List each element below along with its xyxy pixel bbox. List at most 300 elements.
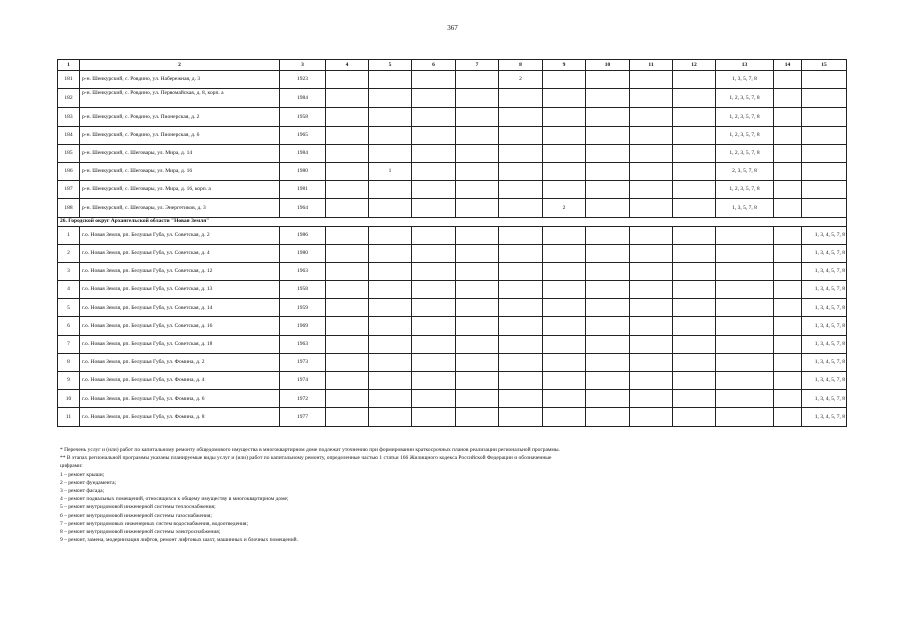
work-types-cell: 1, 3, 5, 7, 8 [716,199,774,217]
value-cell [499,353,543,371]
value-cell [456,108,499,126]
value-cell [369,335,412,353]
year-cell: 1980 [280,244,326,262]
row-number-cell: 183 [58,108,80,126]
value-cell [586,299,630,317]
value-cell [774,108,802,126]
section-row [58,217,847,226]
work-types-cell [716,408,774,426]
value-cell [630,299,673,317]
footnote-line: 6 – ремонт внутридомовой инженерной системы газоснабжения; [60,512,212,519]
value-cell [412,108,456,126]
value-cell [673,408,716,426]
address-cell: г.о. Новая Земля, рп. Белушья Губа, ул. Фомина, д. 2 [80,353,280,371]
value-cell [543,144,586,162]
value-cell [630,335,673,353]
column-header: 13 [716,60,774,71]
work-types-cell: 1, 2, 3, 5, 7, 8 [716,108,774,126]
value-cell [412,317,456,335]
table-row [58,408,847,426]
row-number-cell: 8 [58,353,80,371]
value-cell [673,144,716,162]
value-cell [456,299,499,317]
value-cell [326,162,369,180]
table-row [58,89,847,108]
value-cell [326,335,369,353]
value-cell [543,226,586,244]
value-cell [586,262,630,280]
value-cell [412,199,456,217]
value-cell [499,281,543,299]
table-row [58,126,847,144]
value-cell [774,390,802,408]
address-cell: г.о. Новая Земля, рп. Белушья Губа, ул. Фомина, д. 6 [80,390,280,408]
value-cell [412,335,456,353]
column-header: 4 [326,60,369,71]
work-types-cell: 1, 3, 4, 5, 7, 8 [802,372,847,390]
value-cell [543,390,586,408]
row-number-cell: 184 [58,126,80,144]
work-types-cell [802,108,847,126]
value-cell [499,317,543,335]
column-header: 15 [802,60,847,71]
work-types-cell: 1, 3, 5, 7, 8 [716,71,774,89]
work-types-cell [716,244,774,262]
value-cell [673,181,716,199]
row-number-cell: 2 [58,244,80,262]
value-cell [673,299,716,317]
value-cell [774,408,802,426]
footnote-line: * Перечень услуг и (или) работ по капитальному ремонту общедомового имущества в многоквартирном доме подлежат уточнению при формировании краткосрочных планов реализации региональной программы. [60,447,560,453]
year-cell: 1974 [280,372,326,390]
value-cell [774,262,802,280]
value-cell [412,144,456,162]
value-cell [326,390,369,408]
work-types-cell: 1, 3, 4, 5, 7, 8 [802,353,847,371]
table-row [58,71,847,89]
value-cell [673,317,716,335]
value-cell [543,281,586,299]
value-cell [774,299,802,317]
row-number-cell: 3 [58,262,80,280]
value-cell [412,89,456,108]
address-cell: г.о. Новая Земля, рп. Белушья Губа, ул. Советская, д. 16 [80,317,280,335]
work-types-cell [802,126,847,144]
work-types-cell: 1, 3, 4, 5, 7, 8 [802,390,847,408]
work-types-cell: 1, 3, 4, 5, 7, 8 [802,299,847,317]
value-cell [456,281,499,299]
column-header: 8 [499,60,543,71]
year-cell: 1969 [280,317,326,335]
value-cell [673,89,716,108]
work-types-cell: 1, 3, 4, 5, 7, 8 [802,335,847,353]
value-cell [499,144,543,162]
value-cell [543,108,586,126]
work-types-cell: 1, 2, 3, 5, 7, 8 [716,89,774,108]
value-cell [543,126,586,144]
value-cell [456,390,499,408]
value-cell [673,71,716,89]
value-cell [499,372,543,390]
value-cell [774,335,802,353]
value-cell [456,89,499,108]
row-number-cell: 186 [58,162,80,180]
value-cell [369,390,412,408]
address-cell: р-н. Шенкурский, с. Шеговары, ул. Энергетиков, д. 3 [80,199,280,217]
table-row [58,108,847,126]
footnote-line: 9 – ремонт, замена, модернизация лифтов, ремонт лифтовых шахт, машинных и блочных помещений. [60,537,299,544]
value-cell [774,144,802,162]
work-types-cell [716,353,774,371]
value-cell [673,244,716,262]
value-cell [586,244,630,262]
work-types-cell [716,299,774,317]
value-cell [369,299,412,317]
table-row [58,299,847,317]
value-cell [630,226,673,244]
column-header: 14 [774,60,802,71]
value-cell [543,408,586,426]
year-cell: 1980 [280,162,326,180]
value-cell [543,162,586,180]
value-cell [412,299,456,317]
table-row [58,281,847,299]
work-types-cell: 1, 3, 4, 5, 7, 8 [802,244,847,262]
value-cell [630,372,673,390]
address-cell: г.о. Новая Земля, рп. Белушья Губа, ул. Советская, д. 12 [80,262,280,280]
address-cell: г.о. Новая Земля, рп. Белушья Губа, ул. Фомина, д. 4 [80,372,280,390]
value-cell [499,108,543,126]
footnotes [60,446,850,544]
value-cell [326,71,369,89]
work-types-cell [716,226,774,244]
value-cell [456,126,499,144]
value-cell [456,262,499,280]
value-cell [774,126,802,144]
table-row [58,226,847,244]
value-cell [586,281,630,299]
value-cell [543,89,586,108]
work-types-cell: 2, 3, 5, 7, 8 [716,162,774,180]
value-cell [499,299,543,317]
column-header: 1 [58,60,80,71]
value-cell [673,199,716,217]
capital-repair-table [57,59,847,427]
value-cell [369,262,412,280]
value-cell [412,126,456,144]
value-cell [369,408,412,426]
table-row [58,244,847,262]
work-types-cell: 1, 2, 3, 5, 7, 8 [716,144,774,162]
value-cell [774,317,802,335]
address-cell: г.о. Новая Земля, рп. Белушья Губа, ул. Советская, д. 13 [80,281,280,299]
table-row [58,162,847,180]
value-cell [630,408,673,426]
year-cell: 1959 [280,299,326,317]
value-cell [326,199,369,217]
value-cell [543,353,586,371]
value-cell [586,89,630,108]
footnote-line: 4 – ремонт подвальных помещений, относящихся к общему имуществу в многоквартирном доме; [60,496,289,503]
address-cell: г.о. Новая Земля, рп. Белушья Губа, ул. Фомина, д. 8 [80,408,280,426]
address-cell: г.о. Новая Земля, рп. Белушья Губа, ул. Советская, д. 2 [80,226,280,244]
value-cell [774,372,802,390]
value-cell [369,226,412,244]
value-cell [456,372,499,390]
value-cell [499,335,543,353]
value-cell [630,108,673,126]
row-number-cell: 182 [58,89,80,108]
row-number-cell: 11 [58,408,80,426]
value-cell [673,108,716,126]
work-types-cell [716,317,774,335]
work-types-cell [802,199,847,217]
value-cell [630,71,673,89]
work-types-cell [716,281,774,299]
value-cell [673,262,716,280]
value-cell [543,262,586,280]
value-cell [774,162,802,180]
value-cell [456,244,499,262]
value-cell [586,317,630,335]
column-header: 9 [543,60,586,71]
value-cell [412,162,456,180]
year-cell: 1963 [280,262,326,280]
value-cell [326,244,369,262]
value-cell [326,353,369,371]
value-cell [586,408,630,426]
value-cell [456,408,499,426]
value-cell [499,181,543,199]
work-types-cell: 1, 3, 4, 5, 7, 8 [802,226,847,244]
footnote-line: ** В этапах региональной программы указаны планируемые виды услуг и (или) работ по капитальному ремонту, определенные частью 1 статьи 166 Жилищного кодекса Российской Федерации и обозначенные [60,455,552,462]
value-cell [630,181,673,199]
address-cell: р-н. Шенкурский, с. Шеговары, ул. Мира, д. 16 [80,162,280,180]
value-cell [586,181,630,199]
value-cell [586,199,630,217]
value-cell [499,226,543,244]
section-title: 26. Городской округ Архангельской области "Новая Земля" [58,217,847,226]
value-cell [499,408,543,426]
table-row [58,390,847,408]
column-header: 6 [412,60,456,71]
value-cell [326,317,369,335]
value-cell [412,353,456,371]
value-cell [456,71,499,89]
year-cell: 1963 [280,335,326,353]
value-cell [543,244,586,262]
value-cell [774,71,802,89]
table-header-row [58,60,847,71]
value-cell [499,89,543,108]
value-cell [326,408,369,426]
value-cell [499,162,543,180]
year-cell: 1958 [280,108,326,126]
value-cell [412,281,456,299]
value-cell [586,335,630,353]
value-cell [630,317,673,335]
value-cell [326,372,369,390]
value-cell [326,108,369,126]
value-cell: 2 [499,71,543,89]
value-cell [326,226,369,244]
value-cell [369,199,412,217]
value-cell [456,181,499,199]
value-cell [456,199,499,217]
table-row [58,262,847,280]
work-types-cell [716,335,774,353]
year-cell: 1973 [280,353,326,371]
value-cell [630,162,673,180]
value-cell [369,71,412,89]
value-cell [456,226,499,244]
work-types-cell: 1, 3, 4, 5, 7, 8 [802,317,847,335]
value-cell [326,89,369,108]
row-number-cell: 1 [58,226,80,244]
value-cell [586,144,630,162]
table-row [58,199,847,217]
value-cell [369,244,412,262]
address-cell: г.о. Новая Земля, рп. Белушья Губа, ул. Советская, д. 4 [80,244,280,262]
value-cell [586,108,630,126]
value-cell [774,244,802,262]
year-cell: 1986 [280,226,326,244]
column-header: 3 [280,60,326,71]
year-cell: 1984 [280,144,326,162]
value-cell [412,181,456,199]
address-cell: р-н. Шенкурский, с. Шеговары, ул. Мира, д. 16, корп. а [80,181,280,199]
value-cell [673,390,716,408]
table-row [58,144,847,162]
value-cell [774,89,802,108]
value-cell [412,372,456,390]
value-cell [369,353,412,371]
value-cell [673,126,716,144]
footnote-line: 7 – ремонт внутридомовых инженерных систем водоснабжения, водоотведения; [60,520,248,527]
value-cell [543,317,586,335]
value-cell [369,181,412,199]
footnote-line: 2 – ремонт фундамента; [60,479,117,486]
value-cell [369,281,412,299]
column-header: 2 [80,60,280,71]
value-cell [774,199,802,217]
value-cell [586,390,630,408]
row-number-cell: 187 [58,181,80,199]
value-cell [543,335,586,353]
row-number-cell: 6 [58,317,80,335]
value-cell [456,317,499,335]
value-cell [543,181,586,199]
table-row [58,317,847,335]
value-cell [326,262,369,280]
value-cell [456,162,499,180]
work-types-cell: 1, 3, 4, 5, 7, 8 [802,281,847,299]
row-number-cell: 7 [58,335,80,353]
value-cell [456,353,499,371]
row-number-cell: 181 [58,71,80,89]
value-cell [630,353,673,371]
row-number-cell: 9 [58,372,80,390]
value-cell [456,144,499,162]
value-cell [630,262,673,280]
address-cell: р-н. Шенкурский, с. Ровдино, ул. Пионерская, д. 6 [80,126,280,144]
column-header: 10 [586,60,630,71]
work-types-cell: 1, 2, 3, 5, 7, 8 [716,181,774,199]
work-types-cell [802,181,847,199]
footnote-line: цифрами: [60,463,83,470]
work-types-cell [802,71,847,89]
value-cell: 1 [369,162,412,180]
value-cell [499,262,543,280]
value-cell [586,71,630,89]
column-header: 12 [673,60,716,71]
value-cell [673,281,716,299]
work-types-cell [802,89,847,108]
row-number-cell: 5 [58,299,80,317]
address-cell: р-н. Шенкурский, с. Ровдино, ул. Первомайская, д. 8, корп. а [80,89,280,108]
year-cell: 1977 [280,408,326,426]
value-cell [326,281,369,299]
value-cell [369,89,412,108]
value-cell [630,244,673,262]
value-cell [412,71,456,89]
value-cell [369,108,412,126]
value-cell [499,126,543,144]
year-cell: 1964 [280,199,326,217]
value-cell [774,226,802,244]
work-types-cell [802,162,847,180]
page-number: 367 [447,24,458,32]
row-number-cell: 188 [58,199,80,217]
value-cell [369,144,412,162]
value-cell [586,126,630,144]
column-header: 7 [456,60,499,71]
value-cell [586,162,630,180]
value-cell [586,353,630,371]
column-header: 11 [630,60,673,71]
work-types-cell: 1, 3, 4, 5, 7, 8 [802,262,847,280]
row-number-cell: 185 [58,144,80,162]
year-cell: 1958 [280,281,326,299]
year-cell: 1984 [280,89,326,108]
value-cell [673,372,716,390]
year-cell: 1972 [280,390,326,408]
table-row [58,353,847,371]
address-cell: р-н. Шенкурский, с. Ровдино, ул. Набережная, д. 3 [80,71,280,89]
value-cell [774,181,802,199]
work-types-cell [716,390,774,408]
work-types-cell: 1, 3, 4, 5, 7, 8 [802,408,847,426]
value-cell [630,281,673,299]
value-cell [673,162,716,180]
value-cell [412,408,456,426]
value-cell [774,353,802,371]
value-cell [586,226,630,244]
value-cell [630,144,673,162]
work-types-cell: 1, 2, 3, 5, 7, 8 [716,126,774,144]
address-cell: г.о. Новая Земля, рп. Белушья Губа, ул. Советская, д. 14 [80,299,280,317]
value-cell [412,244,456,262]
value-cell [412,390,456,408]
value-cell [499,390,543,408]
footnote-line: 3 – ремонт фасада; [60,488,105,495]
year-cell: 1981 [280,181,326,199]
value-cell [543,372,586,390]
value-cell [586,372,630,390]
value-cell [326,299,369,317]
address-cell: р-н. Шенкурский, с. Ровдино, ул. Пионерская, д. 2 [80,108,280,126]
value-cell: 2 [543,199,586,217]
